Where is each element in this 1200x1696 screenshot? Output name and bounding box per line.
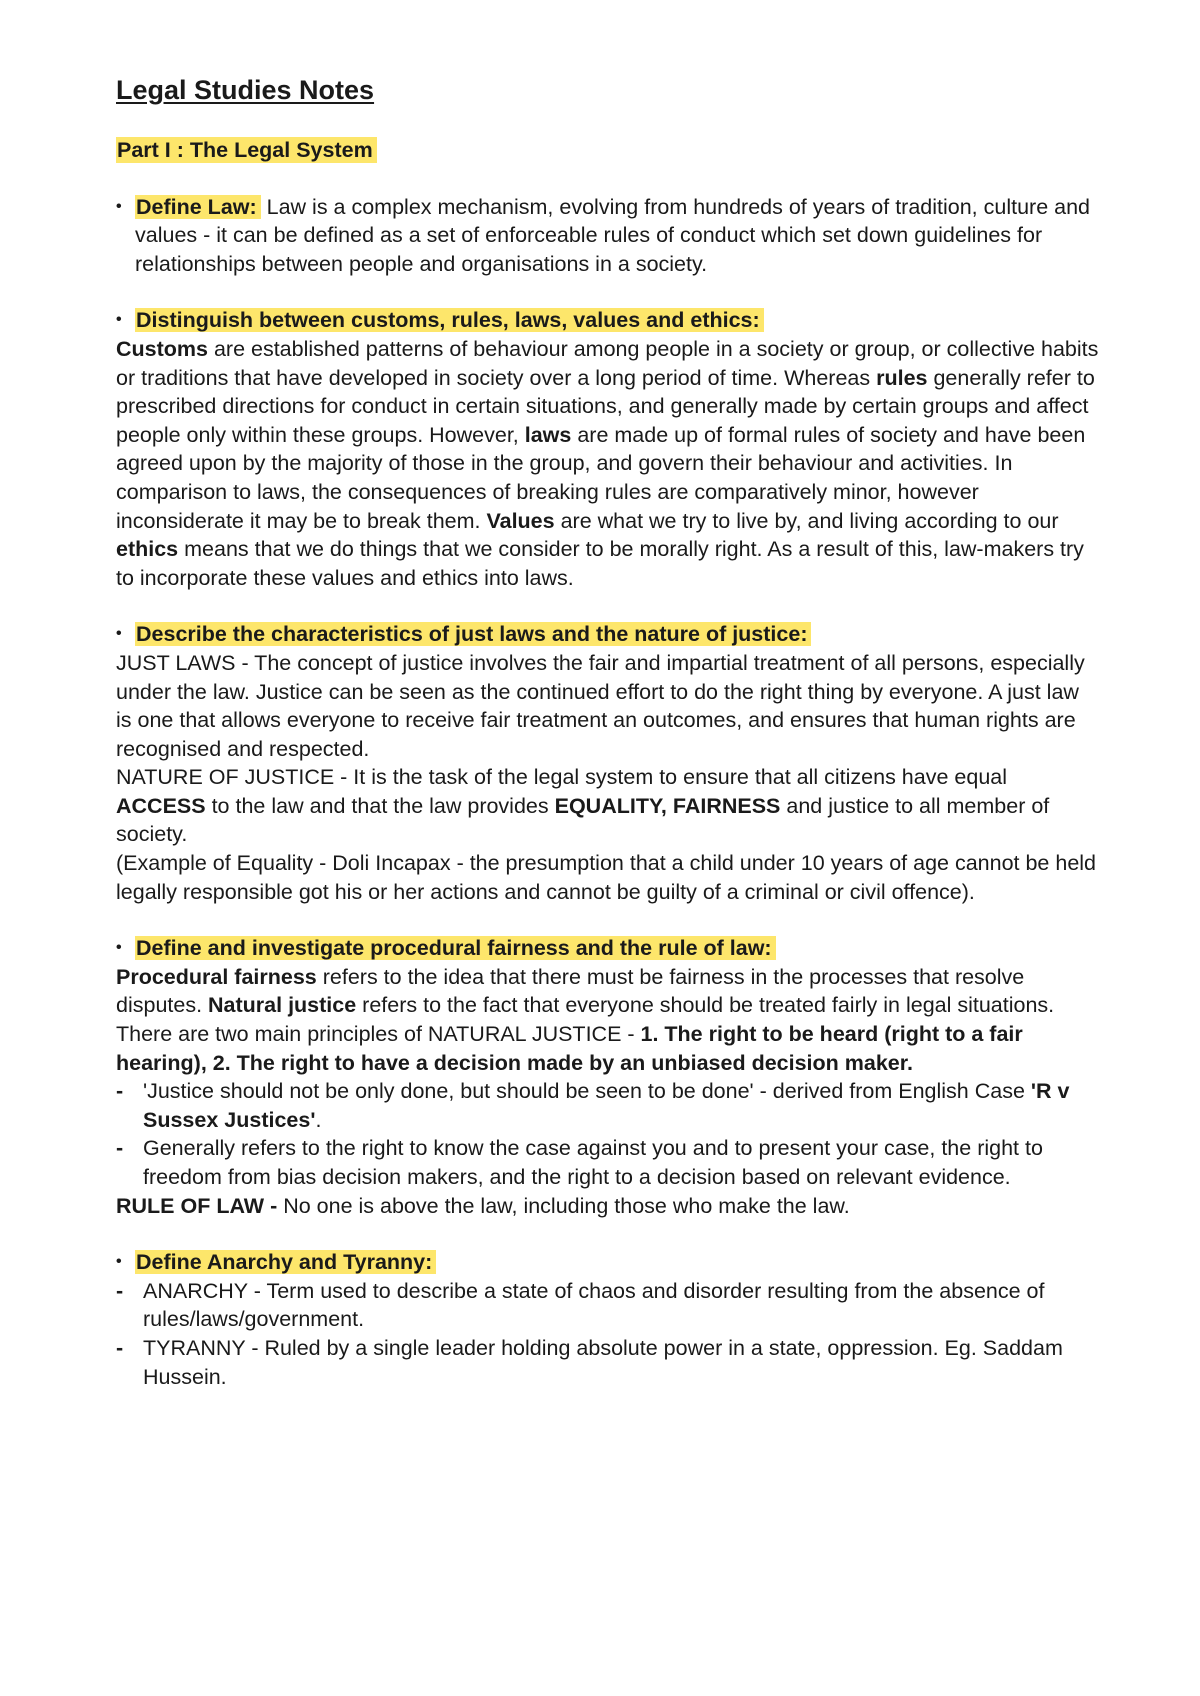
dash-list-item [116, 1077, 1100, 1134]
text-run: to the law and that the law provides [205, 793, 555, 818]
term-access: ACCESS [116, 793, 206, 818]
section-heading: Define Law: [135, 195, 261, 219]
bullet-icon: • [116, 939, 122, 957]
section-heading: Describe the characteristics of just laws and the nature of justice: [135, 622, 811, 646]
section-heading: Define and investigate procedural fairness and the rule of law: [135, 936, 776, 960]
section-define-law [116, 193, 1100, 279]
bullet-icon: • [116, 1253, 122, 1271]
section-heading-line [116, 306, 1100, 335]
text-run: are established patterns of behaviour among people in a society or group, or collective habits or traditions that have developed in society over a long period of time. Whereas [116, 336, 1099, 390]
section-heading-line [116, 934, 1100, 963]
procedural-fairness-paragraph [116, 963, 1100, 1077]
section-heading-line [116, 620, 1100, 649]
bullet-icon: • [116, 197, 122, 215]
text-run: and justice to all member of society. [116, 793, 1050, 847]
term-equality-fairness: EQUALITY, FAIRNESS [554, 793, 781, 818]
term-ethics: ethics [116, 537, 179, 562]
text-run: . [315, 1107, 322, 1132]
natural-justice-principles: 1. The right to be heard (right to a fair hearing), 2. The right to have a decision made by an unbiased decision maker. [116, 1022, 1023, 1075]
term-rule-of-law: RULE OF LAW - [116, 1193, 278, 1218]
term-procedural-fairness: Procedural fairness [116, 964, 317, 989]
text-run: NATURE OF JUSTICE - It is the task of the legal system to ensure that all citizens have equal [116, 765, 1008, 790]
section-heading: Define Anarchy and Tyranny: [135, 1250, 436, 1274]
text-run: are made up of formal rules of society and have been agreed upon by the majority of those in the group, and govern their behaviour and activities. In comparison to laws, the consequences of breaking rules are comparatively minor, however inconsiderate it may be to break them. [116, 422, 1086, 533]
term-values: Values [486, 508, 555, 533]
term-natural-justice: Natural justice [208, 993, 357, 1018]
dash-list-item [116, 1134, 1100, 1191]
section-paragraph [116, 335, 1100, 592]
bullet-icon: • [116, 625, 122, 643]
section-text: Law is a complex mechanism, evolving from hundreds of years of tradition, culture and values - it can be defined as a set of enforceable rules of conduct which set down guidelines for relationships between people and organisations in a society. [135, 194, 1091, 276]
term-customs: Customs [116, 336, 208, 361]
dash-list-item [116, 1334, 1100, 1391]
dash-list-item [116, 1277, 1100, 1334]
section-anarchy-tyranny [116, 1248, 1100, 1391]
text-run: refers to the fact that everyone should be treated fairly in legal situations. There are two main principles of NATURAL JUSTICE - [116, 993, 1055, 1047]
section-heading: Distinguish between customs, rules, laws, values and ethics: [135, 308, 764, 332]
document-title: Legal Studies Notes [116, 75, 375, 105]
section-heading-line [116, 1248, 1100, 1277]
rule-of-law-paragraph [116, 1192, 1100, 1221]
text-run: means that we do things that we consider to be morally right. As a result of this, law-makers try to incorporate these values and ethics into laws. [116, 537, 1084, 590]
nature-of-justice-paragraph [116, 763, 1100, 849]
text-run: TYRANNY - Ruled by a single leader holding absolute power in a state, oppression. Eg. Saddam Hussein. [143, 1335, 1063, 1389]
text-run: ANARCHY - Term used to describe a state of chaos and disorder resulting from the absence of rules/laws/government. [143, 1278, 1045, 1332]
term-rules: rules [876, 365, 928, 390]
text-run: 'Justice should not be only done, but should be seen to be done' - derived from English Case [143, 1079, 1031, 1104]
term-laws: laws [524, 422, 572, 447]
dash-icon: - [116, 1278, 124, 1303]
text-run: Generally refers to the right to know the case against you and to present your case, the right to freedom from bias decision makers, and the right to a decision based on relevant evidence. [143, 1136, 1043, 1189]
part-heading [116, 136, 1100, 165]
dash-icon: - [116, 1136, 124, 1161]
text-run: generally refer to prescribed directions for conduct in certain situations, and generally made by certain groups and affect people only within these groups. However, [116, 365, 1095, 447]
case-name: 'R v Sussex Justices' [143, 1079, 1070, 1132]
example-paragraph: (Example of Equality - Doli Incapax - the presumption that a child under 10 years of age cannot be held legally responsible got his or her actions and cannot be guilty of a criminal or civil offence). [116, 851, 1097, 904]
bullet-icon: • [116, 311, 122, 329]
part-heading-text: Part I : The Legal System [116, 137, 377, 163]
dash-icon: - [116, 1079, 124, 1104]
section-customs-rules-laws [116, 306, 1100, 592]
section-just-laws [116, 620, 1100, 906]
dash-icon: - [116, 1335, 124, 1360]
just-laws-paragraph: JUST LAWS - The concept of justice involves the fair and impartial treatment of all persons, especially under the law. Justice can be seen as the continued effort to do the right thing by everyone. A just law is one that allows everyone to receive fair treatment an outcomes, and ensures that human rights are recognised and respected. [116, 650, 1085, 761]
text-run: No one is above the law, including those who make the law. [277, 1193, 850, 1218]
section-define-law-paragraph [116, 193, 1100, 279]
text-run: refers to the idea that there must be fairness in the processes that resolve disputes. [116, 964, 1025, 1018]
section-procedural-fairness [116, 934, 1100, 1220]
text-run: are what we try to live by, and living according to our [554, 508, 1059, 533]
